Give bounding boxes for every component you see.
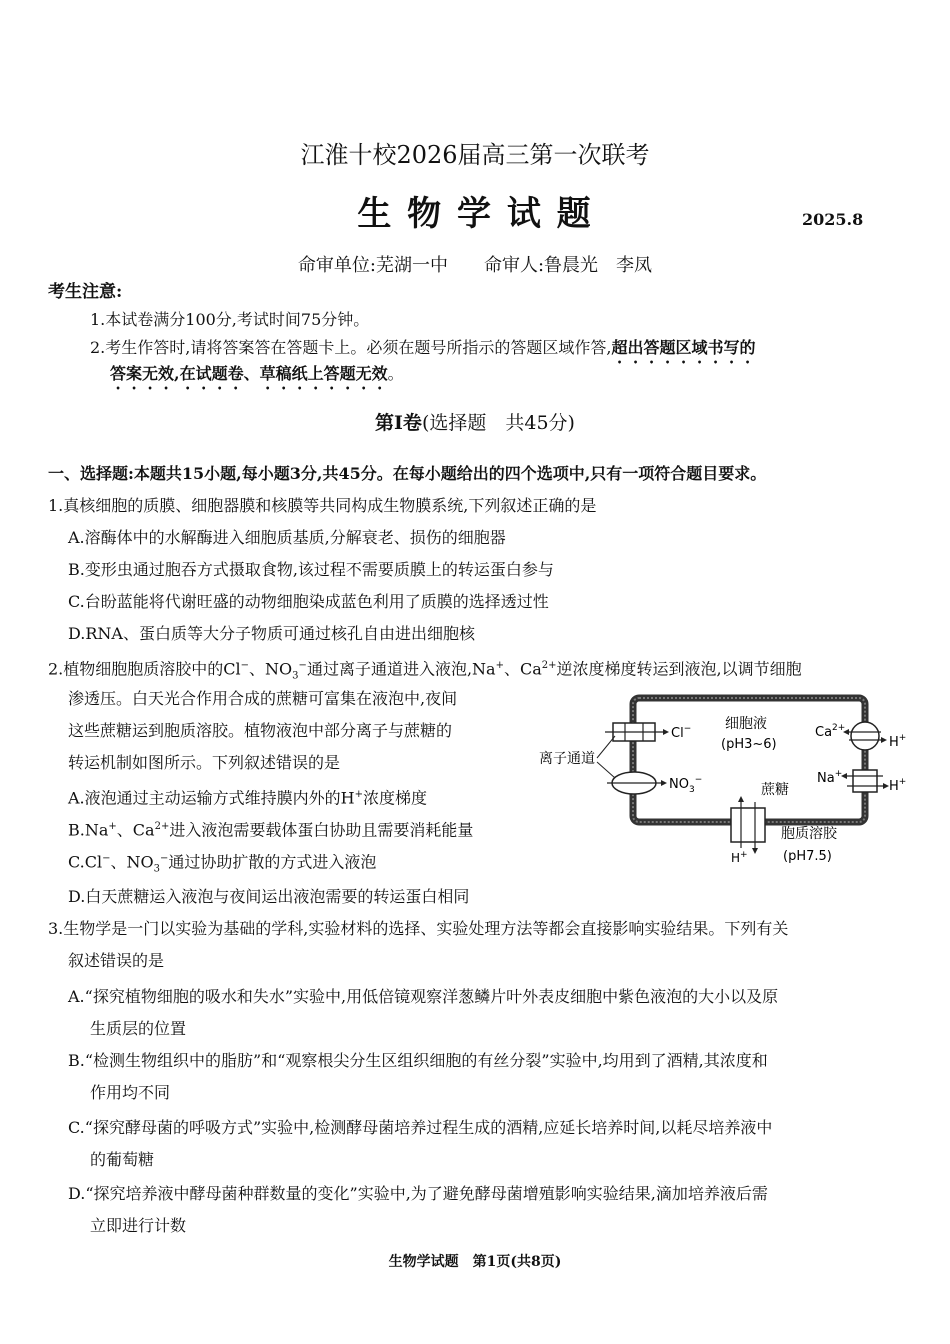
superscript: −: [240, 660, 250, 671]
notice-item-2-end: 。: [387, 364, 404, 383]
q2-ca: Ca: [519, 659, 542, 679]
cell-sap-label: 细胞液: [725, 716, 767, 732]
section-title: [0, 408, 950, 438]
q2-c-text: C.Cl: [68, 852, 103, 872]
q2-sep: 、: [110, 852, 127, 872]
q2-c-text: 通过协助扩散的方式进入液泡: [168, 852, 377, 872]
subscript: 3: [153, 863, 161, 875]
arrow-head: [738, 796, 744, 802]
q1-option-a: A.溶酶体中的水解酶进入细胞质基质,分解衰老、损伤的细胞器: [68, 528, 506, 547]
superscript: +: [495, 660, 504, 671]
authors-line: 命审单位:芜湖一中 命审人:鲁晨光 李凤: [297, 255, 653, 276]
q1-option-c: C.台盼蓝能将代谢旺盛的动物细胞染成蓝色利用了质膜的选择透过性: [68, 592, 549, 611]
q3-option-a-line-2: 生质层的位置: [90, 1019, 187, 1038]
exam-date: 2025.8: [802, 210, 864, 229]
q2-text: 逆浓度梯度转运到液泡,以调节细胞: [556, 659, 802, 679]
subscript: 3: [292, 670, 299, 682]
superscript: −: [160, 853, 169, 864]
ca-h-antiporter: [851, 722, 879, 750]
superscript: 2+: [541, 660, 557, 671]
q2-a-text: 浓度梯度: [363, 788, 428, 808]
q2-sep: 、: [503, 659, 520, 679]
page-footer: 生物学试题 第1页(共8页): [388, 1254, 562, 1270]
superscript: +: [354, 789, 363, 800]
arrow-head: [663, 729, 669, 735]
q3-option-a-line-1: A.“探究植物细胞的吸水和失水”实验中,用低倍镜观察洋葱鳞片叶外表皮细胞中紫色液泡的大小以及原: [68, 987, 779, 1006]
q3-stem-line-2: 叙述错误的是: [68, 951, 165, 970]
q1-option-d: D.RNA、蛋白质等大分子物质可通过核孔自由进出细胞核: [68, 624, 475, 643]
section-instruction: 一、选择题:本题共15小题,每小题3分,共45分。在每小题给出的四个选项中,只有一项符合题目要求。: [48, 464, 767, 483]
exam-name: 江淮十校2026届高三第一次联考: [300, 141, 650, 169]
q3-option-b-line-2: 作用均不同: [90, 1083, 171, 1102]
subject-title: 生 物 学 试 题: [357, 194, 593, 234]
superscript: −: [102, 853, 111, 864]
notice-item-2-emphasis-a: 超出答题区域书写的: [611, 338, 756, 357]
notice-item-2-text: 2.考生作答时,请将答案答在答题卡上。必须在题号所指示的答题区域作答,: [90, 338, 612, 357]
q3-option-d-line-1: D.“探究培养液中酵母菌种群数量的变化”实验中,为了避免酵母菌增殖影响实验结果,滴加培养液后需: [68, 1184, 768, 1203]
arrow-head: [752, 848, 758, 854]
h-label-1: H+: [889, 733, 907, 750]
sucrose-transporter: [731, 808, 765, 842]
arrow-head: [881, 737, 887, 743]
cell-sap-ph: (pH3~6): [721, 737, 777, 752]
q3-option-b-line-1: B.“检测生物组织中的脂肪”和“观察根尖分生区组织细胞的有丝分裂”实验中,均用到了酒精,其浓度和: [68, 1051, 768, 1070]
sucrose-label: 蔗糖: [761, 782, 789, 798]
q1-stem: 1.真核细胞的质膜、细胞器膜和核膜等共同构成生物膜系统,下列叙述正确的是: [48, 496, 597, 515]
ca-label: $Ca^{2+}$: [815, 723, 846, 740]
h-label-3: H+: [731, 850, 748, 865]
notice-heading: 考生注意:: [48, 282, 123, 302]
q2-b-text: B.Na: [68, 820, 109, 840]
pointer-line: [597, 736, 615, 758]
q3-option-c-line-2: 的葡萄糖: [90, 1150, 155, 1169]
q2-text: 通过离子通道进入液泡,Na: [306, 659, 496, 679]
q2-no3: NO: [265, 659, 293, 679]
q2-stem-line-4: 转运机制如图所示。下列叙述错误的是: [68, 753, 341, 772]
q2-stem-line-2: 渗透压。白天光合作用合成的蔗糖可富集在液泡中,夜间: [68, 689, 458, 708]
q2-sep: 、: [249, 659, 266, 679]
q2-option-a: [68, 779, 427, 814]
superscript: +: [108, 821, 117, 832]
section-title-desc: (选择题 共45分): [421, 412, 575, 434]
cytosol-ph: (pH7.5): [783, 849, 832, 864]
pointer-line: [597, 762, 615, 778]
na-h-antiporter: [853, 770, 877, 792]
no3-label: $NO_3^-$: [669, 775, 703, 795]
q3-option-c-line-1: C.“探究酵母菌的呼吸方式”实验中,检测酵母菌培养过程生成的酒精,应延长培养时间,以耗尽培养液中: [68, 1118, 773, 1137]
arrow-head: [661, 780, 667, 786]
notice-item-2-line-2: [110, 358, 404, 393]
ion-channel-label: 离子通道: [539, 751, 595, 767]
notice-item-1: 1.本试卷满分100分,考试时间75分钟。: [90, 310, 370, 329]
q3-stem-line-1: 3.生物学是一门以实验为基础的学科,实验材料的选择、实验处理方法等都会直接影响实验结果。下列有关: [48, 919, 789, 938]
na-label: Na+: [817, 769, 843, 786]
superscript: −: [298, 660, 307, 671]
cytosol-label: 胞质溶胶: [781, 826, 837, 842]
q2-no3: NO: [126, 852, 154, 872]
h-label-2: H+: [889, 777, 907, 794]
superscript: 2+: [154, 821, 170, 832]
section-title-volume: 第Ⅰ卷: [375, 412, 422, 434]
q2-option-b: [68, 811, 473, 846]
q2-text: 2.植物细胞胞质溶胶中的Cl: [48, 659, 241, 679]
cl-label: Cl−: [671, 724, 692, 741]
q2-ca: Ca: [132, 820, 155, 840]
q2-option-c: [68, 843, 376, 886]
q3-option-d-line-2: 立即进行计数: [90, 1216, 187, 1235]
q2-option-d: D.白天蔗糖运入液泡与夜间运出液泡需要的转运蛋白相同: [68, 887, 470, 906]
notice-item-2-emphasis-b: 答案无效,在试题卷、草稿纸上答题无效: [110, 364, 388, 383]
q2-a-text: A.液泡通过主动运输方式维持膜内外的H: [68, 788, 355, 808]
vacuole-transport-diagram: [535, 690, 910, 870]
q2-b-text: 进入液泡需要载体蛋白协助且需要消耗能量: [169, 820, 474, 840]
q2-stem-line-3: 这些蔗糖运到胞质溶胶。植物液泡中部分离子与蔗糖的: [68, 721, 453, 740]
q2-sep: 、: [116, 820, 133, 840]
q1-option-b: B.变形虫通过胞吞方式摄取食物,该过程不需要质膜上的转运蛋白参与: [68, 560, 554, 579]
